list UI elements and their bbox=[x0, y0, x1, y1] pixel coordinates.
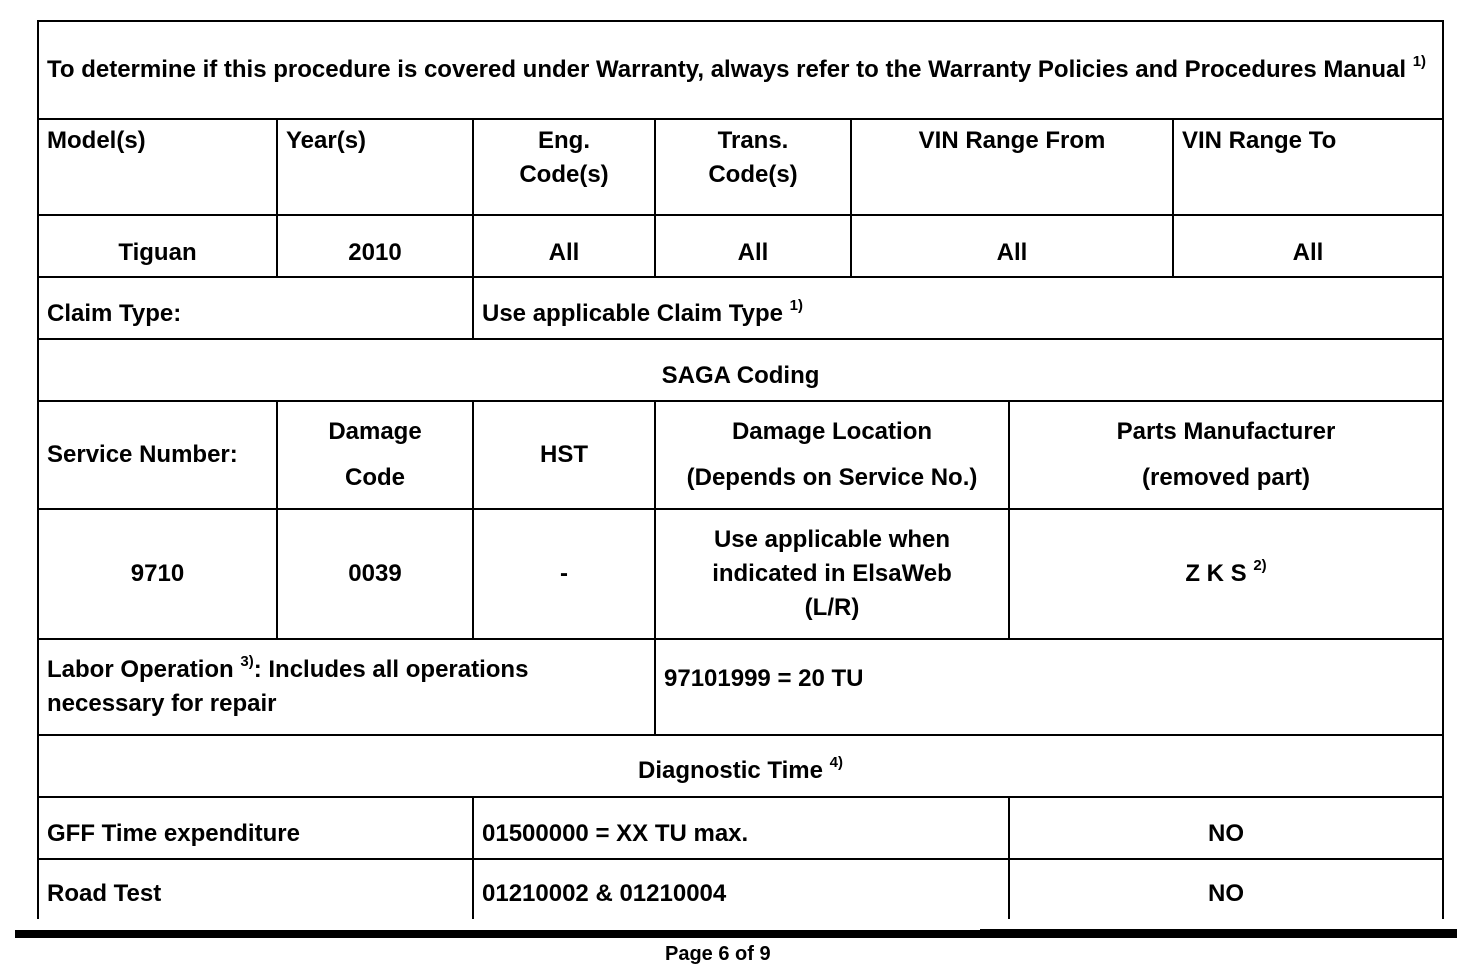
eng-codes-header bbox=[473, 119, 655, 215]
vin-to-value: All bbox=[1173, 215, 1443, 277]
trans-header-line2: Code(s) bbox=[708, 161, 798, 188]
diagnostic-row bbox=[38, 797, 1443, 859]
damage-header-line1: Damage bbox=[328, 418, 422, 445]
footnote-marker: 4) bbox=[829, 754, 843, 771]
vin-from-value: All bbox=[851, 215, 1173, 277]
hst-header: HST bbox=[473, 401, 655, 509]
year-value: 2010 bbox=[277, 215, 473, 277]
location-header-line2: (Depends on Service No.) bbox=[686, 464, 978, 491]
labor-operation-row bbox=[38, 639, 1443, 735]
saga-header-row bbox=[38, 401, 1443, 509]
hst-value: - bbox=[473, 509, 655, 639]
diagnostic-code: 01210002 & 01210004 bbox=[473, 859, 1009, 919]
eng-header-line1: Eng. bbox=[538, 127, 590, 154]
warranty-notice bbox=[38, 21, 1443, 119]
parts-header-line2: (removed part) bbox=[1141, 464, 1311, 491]
damage-header-line2: Code bbox=[345, 464, 405, 491]
warranty-coding-table bbox=[37, 20, 1444, 919]
footnote-marker: 2) bbox=[1253, 557, 1267, 574]
parts-manufacturer-header bbox=[1009, 401, 1443, 509]
saga-values-row bbox=[38, 509, 1443, 639]
trans-code-value: All bbox=[655, 215, 851, 277]
labor-label-part3: necessary for repair bbox=[47, 690, 277, 717]
claim-type-text: Use applicable Claim Type bbox=[482, 300, 783, 327]
footer-rule bbox=[15, 930, 1457, 938]
vehicle-values-row bbox=[38, 215, 1443, 277]
service-number-value: 9710 bbox=[38, 509, 277, 639]
labor-operation-label bbox=[38, 639, 655, 735]
vin-to-header: VIN Range To bbox=[1173, 119, 1443, 215]
service-number-header: Service Number: bbox=[38, 401, 277, 509]
vin-from-header: VIN Range From bbox=[851, 119, 1173, 215]
claim-type-label: Claim Type: bbox=[38, 277, 473, 339]
claim-type-value bbox=[473, 277, 1443, 339]
location-value-line1: Use applicable when bbox=[713, 526, 951, 553]
claim-type-row bbox=[38, 277, 1443, 339]
damage-location-header bbox=[655, 401, 1009, 509]
diagnostic-code: 01500000 = XX TU max. bbox=[473, 797, 1009, 859]
years-header: Year(s) bbox=[277, 119, 473, 215]
labor-label-part2: : Includes all operations bbox=[253, 656, 529, 683]
diagnostic-row bbox=[38, 859, 1443, 919]
eng-header-line2: Code(s) bbox=[519, 161, 609, 188]
saga-title-row bbox=[38, 339, 1443, 401]
diagnostic-value: NO bbox=[1009, 797, 1443, 859]
labor-label-part1: Labor Operation bbox=[47, 656, 234, 683]
location-value-line2: indicated in ElsaWeb bbox=[712, 560, 952, 587]
model-value: Tiguan bbox=[38, 215, 277, 277]
footnote-marker: 3) bbox=[240, 653, 254, 670]
labor-operation-value: 97101999 = 20 TU bbox=[655, 639, 1443, 735]
parts-header-line1: Parts Manufacturer bbox=[1116, 418, 1336, 445]
damage-code-header bbox=[277, 401, 473, 509]
diagnostic-value: NO bbox=[1009, 859, 1443, 919]
warranty-notice-text: To determine if this procedure is covered under Warranty, always refer to the Warranty Policies and Procedures Manual bbox=[47, 56, 1407, 83]
footnote-marker: 1) bbox=[789, 297, 804, 314]
eng-code-value: All bbox=[473, 215, 655, 277]
notice-row bbox=[38, 21, 1443, 119]
diagnostic-label: GFF Time expenditure bbox=[38, 797, 473, 859]
diagnostic-title-text: Diagnostic Time bbox=[638, 757, 823, 784]
footer-rule-thin bbox=[980, 929, 1457, 931]
diagnostic-label: Road Test bbox=[38, 859, 473, 919]
footnote-marker: 1) bbox=[1412, 53, 1427, 70]
saga-coding-title: SAGA Coding bbox=[38, 339, 1443, 401]
damage-code-value: 0039 bbox=[277, 509, 473, 639]
location-value-line3: (L/R) bbox=[804, 594, 860, 621]
trans-codes-header bbox=[655, 119, 851, 215]
vehicle-header-row bbox=[38, 119, 1443, 215]
diagnostic-title-row bbox=[38, 735, 1443, 797]
page-number: Page 6 of 9 bbox=[665, 943, 771, 965]
diagnostic-time-title bbox=[38, 735, 1443, 797]
trans-header-line1: Trans. bbox=[717, 127, 789, 154]
location-header-line1: Damage Location bbox=[731, 418, 933, 445]
parts-manufacturer-value bbox=[1009, 509, 1443, 639]
damage-location-value bbox=[655, 509, 1009, 639]
models-header: Model(s) bbox=[38, 119, 277, 215]
parts-value-text: Z K S bbox=[1185, 560, 1247, 587]
